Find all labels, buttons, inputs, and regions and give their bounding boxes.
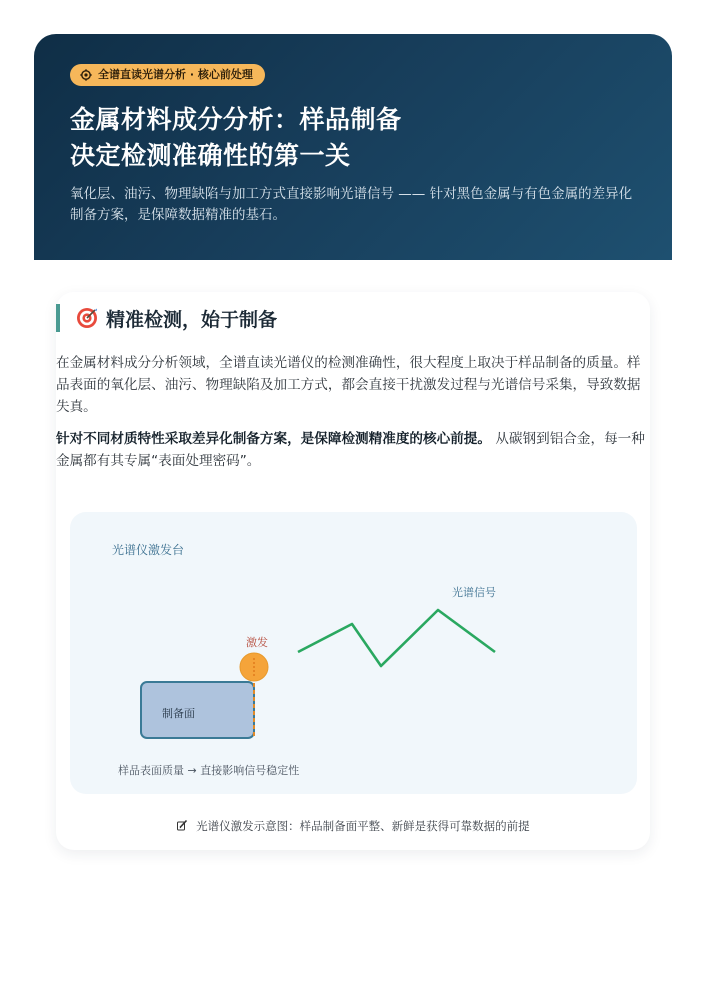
signal-waveform xyxy=(298,610,495,666)
title-line-2: 决定检测准确性的第一关 xyxy=(70,141,351,170)
category-badge xyxy=(70,64,265,86)
excite-label: 激发 xyxy=(246,636,268,649)
sample-block xyxy=(141,682,254,738)
section-heading xyxy=(56,304,277,332)
key-paragraph xyxy=(56,428,648,472)
caption-text: 光谱仪激发示意图：样品制备面平整、新鲜是获得可靠数据的前提 xyxy=(196,819,530,833)
key-emphasis: 针对不同材质特性采取差异化制备方案，是保障检测精准度的核心前提。 xyxy=(56,431,491,447)
hero-subtitle: 氧化层、油污、物理缺陷与加工方式直接影响光谱信号 —— 针对黑色金属与有色金属的差异化制备方案，是保障数据精准的基石。 xyxy=(70,186,633,223)
signal-label: 光谱信号 xyxy=(452,586,496,599)
page-title xyxy=(70,102,636,174)
hero-banner xyxy=(34,34,672,260)
pencil-icon xyxy=(176,819,188,831)
target-icon xyxy=(76,307,98,329)
gear-icon xyxy=(80,69,92,81)
section-accent-bar xyxy=(56,304,60,332)
content-card xyxy=(56,292,650,850)
stage-label: 光谱仪激发台 xyxy=(112,543,185,557)
diagram-note: 样品表面质量 → 直接影响信号稳定性 xyxy=(118,764,300,777)
title-line-1: 金属材料成分分析：样品制备 xyxy=(70,105,402,134)
diagram-caption xyxy=(56,818,650,834)
section-title: 精准检测，始于制备 xyxy=(106,308,278,331)
diagram-canvas xyxy=(70,512,637,794)
key-rest: 从碳钢到铝合金，每一种金属都有其专属“表面处理密码”。 xyxy=(56,431,645,469)
excitation-diagram xyxy=(70,512,637,794)
badge-label: 全谱直读光谱分析 · 核心前处理 xyxy=(98,68,253,81)
intro-paragraph: 在金属材料成分分析领域，全谱直读光谱仪的检测准确性，很大程度上取决于样品制备的质量。样品表面的氧化层、油污、物理缺陷及加工方式，都会直接干扰激发过程与光谱信号采集，导致数据失真。 xyxy=(56,355,641,415)
sample-label: 制备面 xyxy=(162,707,195,720)
card-text-area xyxy=(56,292,650,496)
